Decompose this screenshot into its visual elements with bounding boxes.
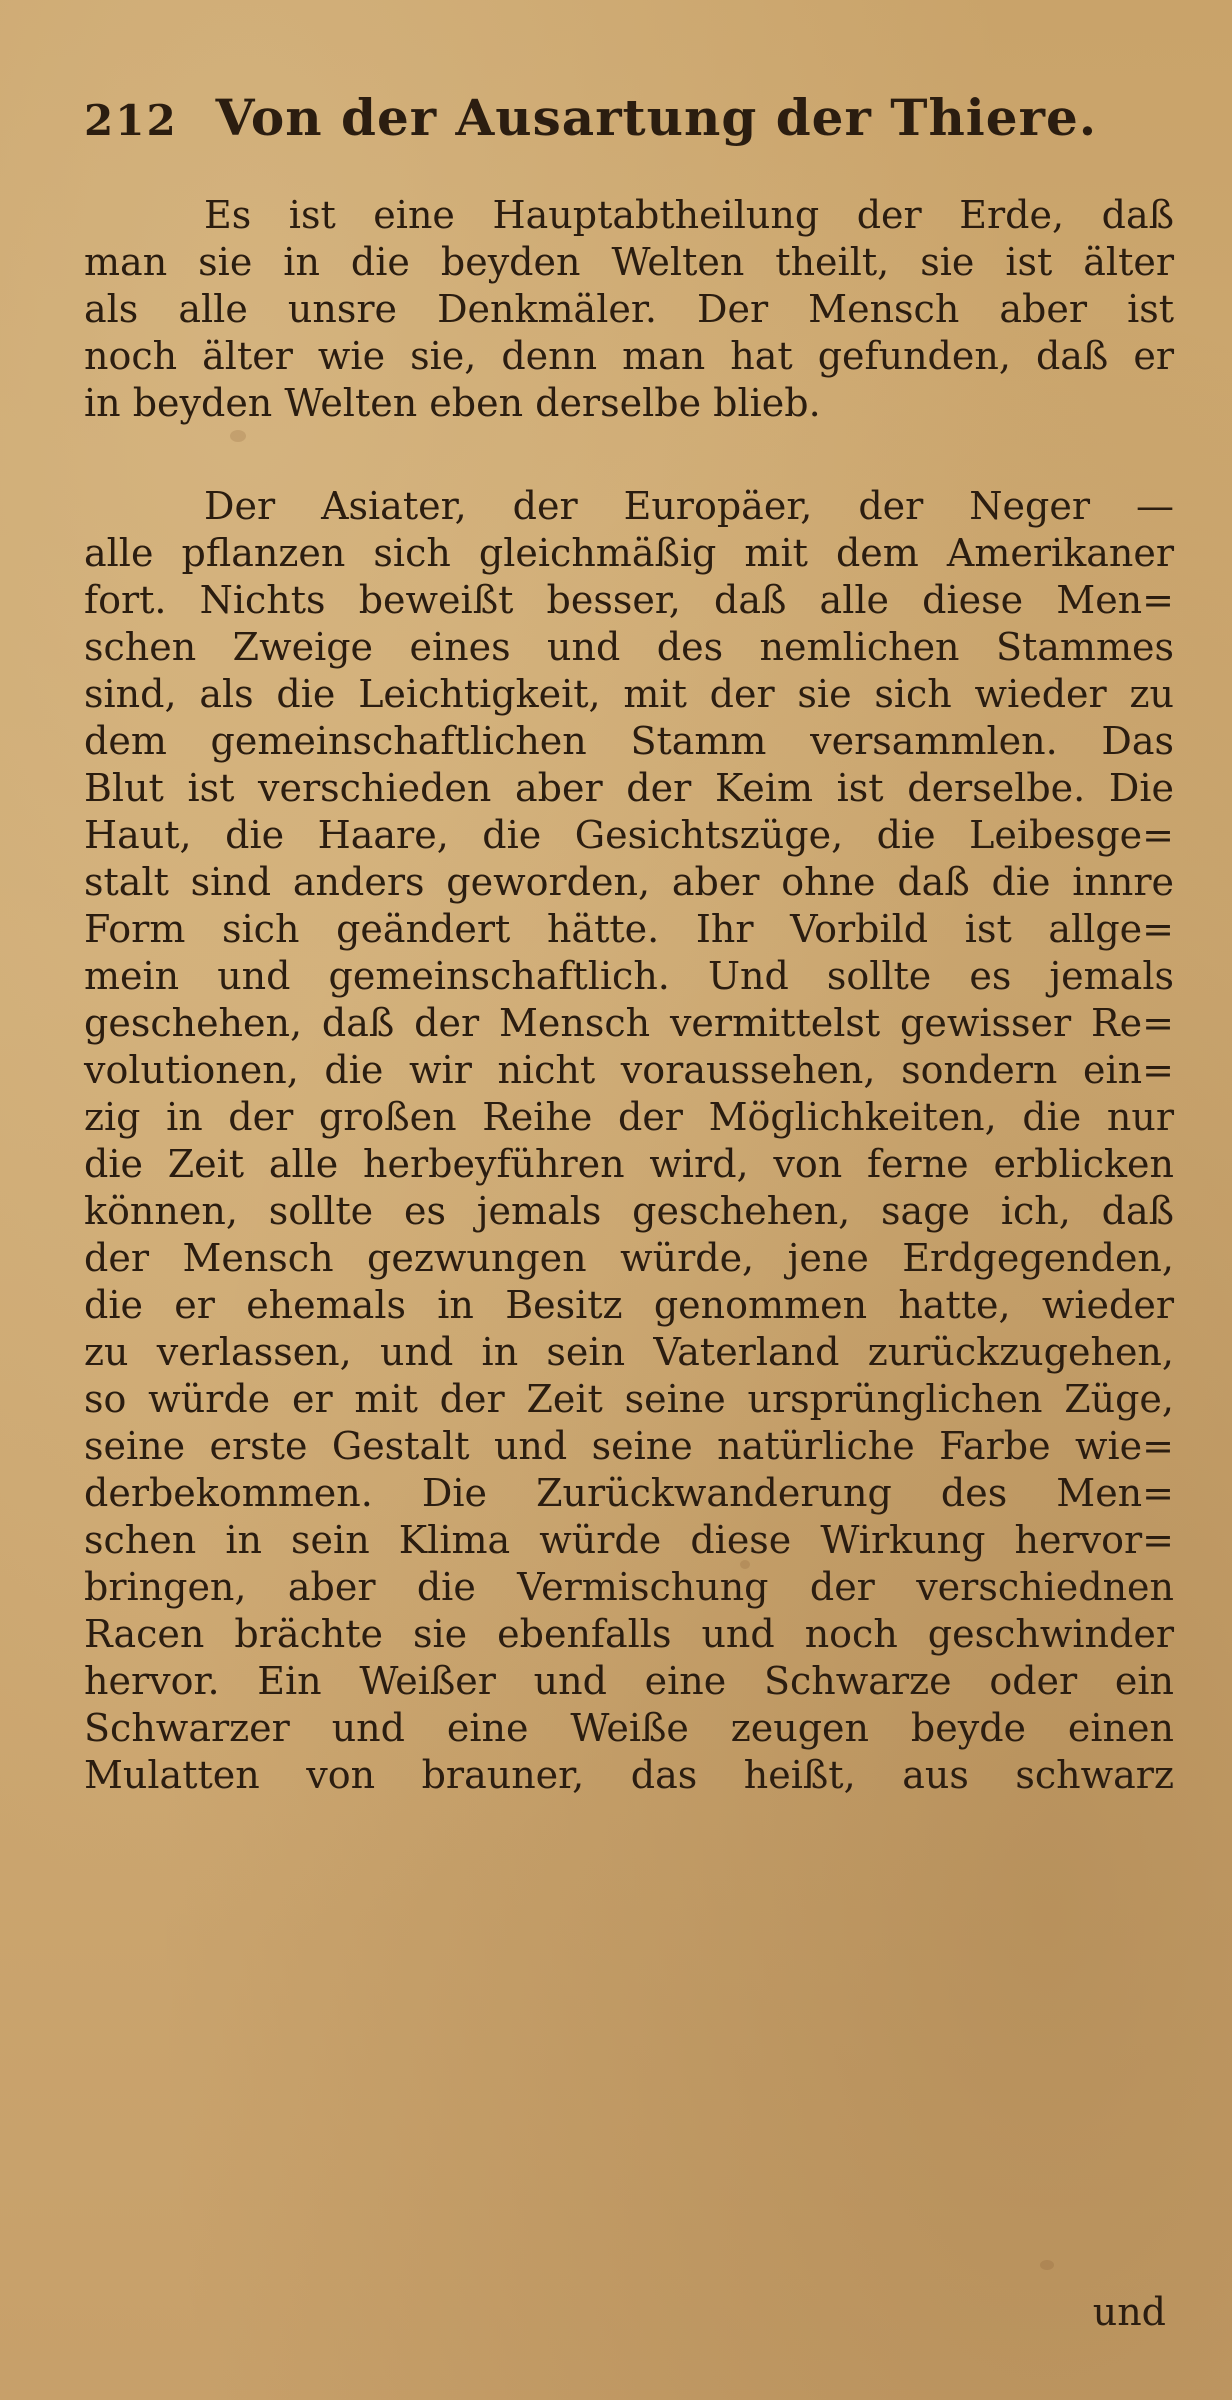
text-line: bringen, aber die Vermischung der verschiednen — [84, 1565, 1174, 1609]
running-title: Von der Ausartung der Thiere. — [215, 88, 1098, 147]
text-line: die er ehemals in Besitz genommen hatte, wieder — [84, 1283, 1174, 1327]
text-line: derbekommen. Die Zurückwanderung des Men= — [84, 1471, 1174, 1515]
text-line: Blut ist verschieden aber der Keim ist derselbe. Die — [84, 766, 1174, 810]
text-line: zig in der großen Reihe der Möglichkeiten, die nur — [84, 1095, 1174, 1139]
text-line: als alle unsre Denkmäler. Der Mensch aber ist — [84, 287, 1174, 331]
paragraph-gap — [84, 427, 1174, 483]
text-line: fort. Nichts beweißt besser, daß alle diese Men= — [84, 578, 1174, 622]
text-line: können, sollte es jemals geschehen, sage ich, daß — [84, 1189, 1174, 1233]
text-line: so würde er mit der Zeit seine ursprünglichen Züge, — [84, 1377, 1174, 1421]
text-line: alle pflanzen sich gleichmäßig mit dem Amerikaner — [84, 531, 1174, 575]
text-line: in beyden Welten eben derselbe blieb. — [84, 381, 821, 425]
text-line: die Zeit alle herbeyführen wird, von ferne erblicken — [84, 1142, 1174, 1186]
text-line: schen in sein Klima würde diese Wirkung hervor= — [84, 1518, 1174, 1562]
page-header — [84, 88, 1144, 158]
text-line: schen Zweige eines und des nemlichen Stammes — [84, 625, 1174, 669]
text-line: Schwarzer und eine Weiße zeugen beyde einen — [84, 1706, 1174, 1750]
text-line: der Mensch gezwungen würde, jene Erdgegenden, — [84, 1236, 1174, 1280]
text-line: man sie in die beyden Welten theilt, sie ist älter — [84, 240, 1174, 284]
text-line: stalt sind anders geworden, aber ohne daß die innre — [84, 860, 1174, 904]
text-line: dem gemeinschaftlichen Stamm versammlen. Das — [84, 719, 1174, 763]
text-line: Racen brächte sie ebenfalls und noch geschwinder — [84, 1612, 1174, 1656]
text-line: Form sich geändert hätte. Ihr Vorbild ist allge= — [84, 907, 1174, 951]
text-line: Mulatten von brauner, das heißt, aus schwarz — [84, 1753, 1174, 1797]
text-line: Es ist eine Hauptabtheilung der Erde, daß — [204, 193, 1174, 237]
text-line: volutionen, die wir nicht voraussehen, sondern ein= — [84, 1048, 1174, 1092]
text-line: mein und gemeinschaftlich. Und sollte es jemals — [84, 954, 1174, 998]
body-text — [84, 192, 1174, 1799]
text-line: Der Asiater, der Europäer, der Neger — — [204, 484, 1174, 528]
paper-stain — [1040, 2260, 1054, 2270]
text-line: zu verlassen, und in sein Vaterland zurückzugehen, — [84, 1330, 1174, 1374]
text-line: geschehen, daß der Mensch vermittelst gewisser Re= — [84, 1001, 1174, 1045]
page-number: 212 — [84, 96, 178, 145]
catchword: und — [1092, 2290, 1166, 2334]
text-line: seine erste Gestalt und seine natürliche Farbe wie= — [84, 1424, 1174, 1468]
text-line: hervor. Ein Weißer und eine Schwarze oder ein — [84, 1659, 1174, 1703]
text-line: sind, als die Leichtigkeit, mit der sie sich wieder zu — [84, 672, 1174, 716]
text-line: Haut, die Haare, die Gesichtszüge, die Leibesge= — [84, 813, 1174, 857]
text-line: noch älter wie sie, denn man hat gefunden, daß er — [84, 334, 1174, 378]
